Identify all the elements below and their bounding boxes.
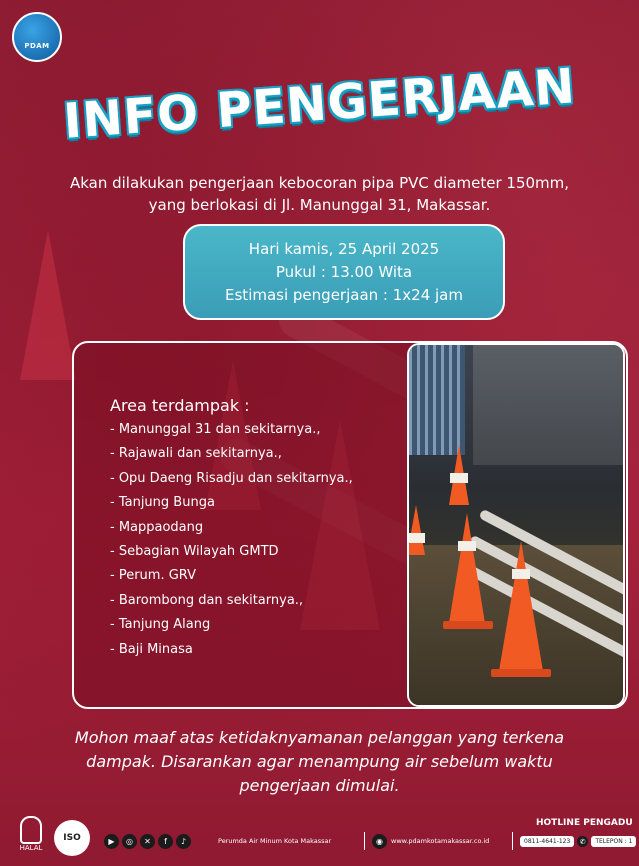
schedule-time: Pukul : 13.00 Wita (275, 263, 413, 281)
intro-text: Akan dilakukan pengerjaan kebocoran pipa PVC diameter 150mm, yang berlokasi di Jl. Manunggal 31, Makassar. (69, 174, 570, 214)
globe-icon: ◉ (372, 834, 387, 849)
traffic-cone-icon (449, 445, 469, 505)
hotline-contacts (520, 836, 636, 847)
list-item: - Mappaodang (110, 519, 204, 535)
iso-badge (54, 820, 90, 856)
page-title: INFO PENGERJAAN (61, 58, 578, 150)
photo-wall (473, 345, 623, 465)
affected-area-title: Area terdampak : (110, 396, 250, 415)
list-item: - Barombong dan sekitarnya., (110, 592, 304, 608)
traffic-cone-icon (407, 505, 425, 555)
hotline-phone[interactable]: TELEPON : 1 (591, 836, 636, 847)
background-cone-shape (20, 230, 76, 380)
divider (512, 832, 513, 850)
list-item: - Rajawali dan sekitarnya., (110, 446, 282, 462)
footer (0, 804, 639, 866)
schedule-box (183, 224, 505, 320)
schedule-estimate: Estimasi pengerjaan : 1x24 jam (225, 286, 463, 304)
traffic-cone-icon (449, 513, 485, 623)
youtube-icon[interactable]: ▶ (104, 834, 119, 849)
worksite-photo (407, 343, 625, 707)
photo-fence (409, 345, 465, 455)
list-item: - Tanjung Bunga (110, 495, 215, 511)
instagram-icon[interactable]: ◎ (122, 834, 137, 849)
apology-text: Mohon maaf atas ketidaknyamanan pelanggan yang terkena dampak. Disarankan agar menampung air sebelum waktu pengerjaan dimulai. (74, 728, 565, 795)
logo-text: PDAM (24, 42, 50, 50)
iso-label: ISO (63, 833, 81, 843)
tiktok-icon[interactable]: ♪ (176, 834, 191, 849)
cone-base (443, 621, 493, 629)
halal-icon (20, 816, 42, 844)
list-item: - Manunggal 31 dan sekitarnya., (110, 422, 321, 437)
website-link[interactable]: www.pdamkotamakassar.co.id (391, 837, 490, 845)
x-icon[interactable]: ✕ (140, 834, 155, 849)
social-icons (104, 834, 191, 849)
list-item: - Opu Daeng Risadju dan sekitarnya., (110, 470, 353, 486)
affected-area-list (110, 418, 353, 662)
halal-badge (14, 816, 48, 856)
traffic-cone-icon (499, 541, 543, 671)
facebook-icon[interactable]: f (158, 834, 173, 849)
whatsapp-icon: ✆ (577, 836, 588, 847)
list-item: - Perum. GRV (110, 568, 196, 584)
cone-base (491, 669, 551, 677)
halal-label: HALAL (19, 844, 43, 852)
list-item: - Tanjung Alang (110, 617, 211, 633)
list-item: - Sebagian Wilayah GMTD (110, 543, 279, 559)
divider (364, 832, 365, 850)
list-item: - Baji Minasa (110, 641, 193, 657)
hotline-title: HOTLINE PENGADU (536, 818, 633, 828)
schedule-date: Hari kamis, 25 April 2025 (248, 240, 440, 258)
hotline-whatsapp[interactable]: 0811-4641-123 (520, 836, 574, 847)
pdam-logo (12, 12, 62, 62)
organization-name: Perumda Air Minum Kota Makassar (218, 837, 332, 845)
